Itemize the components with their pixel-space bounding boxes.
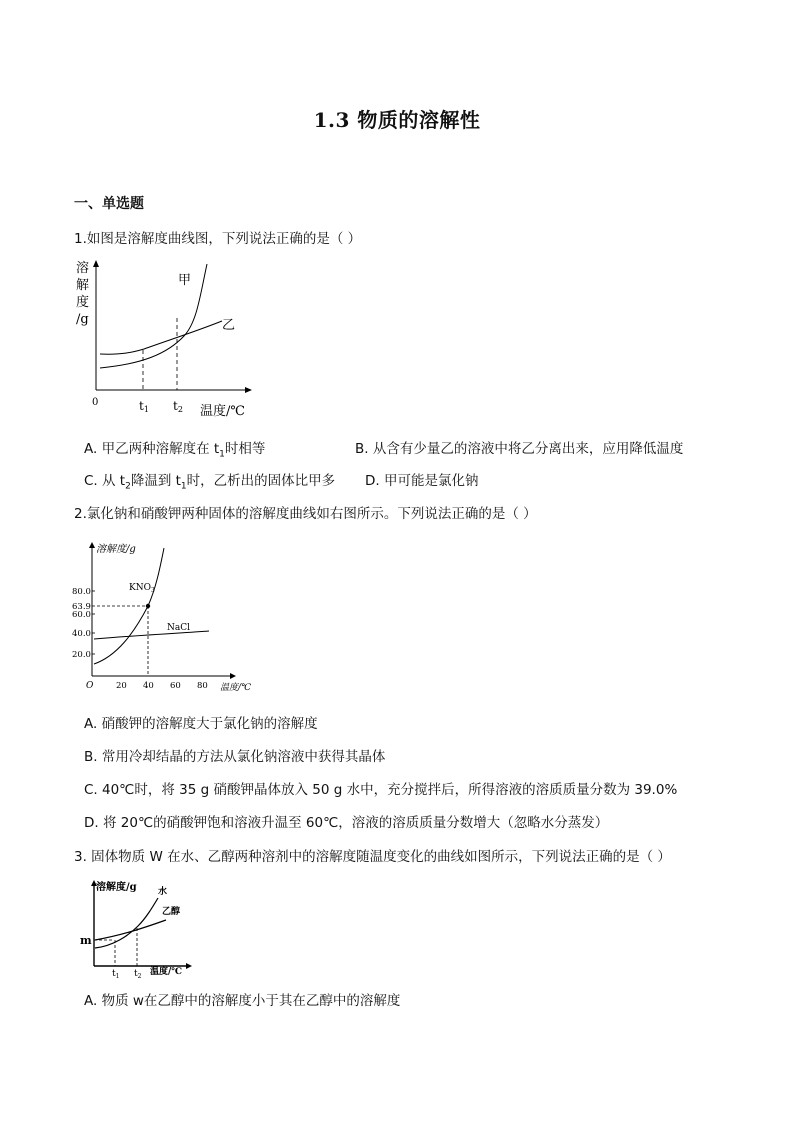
figure-1-solubility-curve (72, 256, 272, 421)
fig1-origin: 0 (92, 397, 99, 408)
fig2-xtick-60: 60 (170, 681, 181, 691)
fig3-xlabel: 温度/℃ (150, 967, 183, 977)
fig3-x-arrow (186, 963, 192, 969)
fig2-origin: O (86, 681, 94, 691)
fig1-x-arrow (245, 387, 252, 393)
fig1-xlabel: 温度/℃ (200, 404, 245, 419)
fig2-ytick-20: 20.0 (72, 650, 91, 660)
q2-option-d[interactable]: D. 将 20℃的硝酸钾饱和溶液升温至 60℃，溶液的溶质质量分数增大（忽略水分蒸发） (84, 815, 609, 831)
fig3-water-label: 水 (158, 887, 168, 897)
fig1-t1-label: t1 (139, 399, 149, 414)
question-3-stem: 3. 固体物质 W 在水、乙醇两种溶剂中的溶解度随温度变化的曲线如图所示，下列说法正确的是（ ） (74, 849, 671, 865)
section-heading: 一、单选题 (74, 196, 144, 212)
fig1-ylabel-4: /g (76, 312, 89, 327)
q2-option-b[interactable]: B. 常用冷却结晶的方法从氯化钠溶液中获得其晶体 (84, 749, 386, 765)
fig2-xtick-20: 20 (116, 681, 127, 691)
fig1-ylabel-2: 解 (76, 278, 90, 293)
fig2-xlabel: 温度/℃ (220, 683, 252, 693)
fig3-m-label: m (80, 934, 92, 947)
fig2-x-arrow (230, 673, 236, 679)
fig2-ytick-80: 80.0 (72, 587, 91, 597)
page-title: 1.3 物质的溶解性 (313, 108, 481, 132)
figure-2-solubility-curve (72, 538, 272, 698)
fig2-intersection-point (146, 604, 150, 608)
fig2-nacl-label: NaCl (167, 623, 191, 633)
q1-option-c[interactable]: C. 从 $t_2$降温到 $t_1$时，乙析出的固体比甲多 (84, 473, 336, 492)
fig2-kno3-label: $KNO_3$ (129, 583, 155, 594)
question-2-stem: 2.氯化钠和硝酸钾两种固体的溶解度曲线如右图所示。下列说法正确的是（ ） (74, 506, 537, 522)
fig2-curve-nacl (94, 631, 209, 639)
fig2-ytick-63.9: 63.9 (72, 602, 91, 612)
q2-option-c[interactable]: C. 40℃时，将 35 g 硝酸钾晶体放入 50 g 水中，充分搅拌后，所得溶液的溶质质量分数为 39.0% (84, 782, 678, 798)
fig1-curve-yi (100, 321, 222, 354)
q3-option-a[interactable]: A. 物质 w在乙醇中的溶解度小于其在乙醇中的溶解度 (84, 993, 401, 1009)
fig3-t2-label: $t_2$ (134, 969, 142, 978)
fig2-ylabel: 溶解度/g (96, 544, 136, 555)
fig2-ytick-60: 60.0 (72, 610, 91, 620)
fig2-y-arrow (89, 542, 95, 548)
fig3-curve-water (95, 898, 158, 948)
q1-option-b[interactable]: B. 从含有少量乙的溶液中将乙分离出来，应用降低温度 (355, 441, 684, 457)
fig1-y-arrow (93, 260, 99, 267)
fig2-xtick-40: 40 (143, 681, 154, 691)
q2-option-a[interactable]: A. 硝酸钾的溶解度大于氯化钠的溶解度 (84, 716, 318, 732)
q1-option-a[interactable]: A. 甲乙两种溶解度在 $t_1$时相等 (84, 441, 266, 460)
fig1-curve-jia-label: 甲 (178, 273, 192, 288)
fig1-ylabel-3: 度 (76, 295, 90, 310)
fig2-ytick-40: 40.0 (72, 629, 91, 639)
fig1-ylabel-1: 溶 (76, 261, 90, 276)
question-1-stem: 1.如图是溶解度曲线图，下列说法正确的是（ ） (74, 231, 362, 247)
q1-option-d[interactable]: D. 甲可能是氯化钠 (365, 473, 479, 489)
fig3-t1-label: $t_1$ (112, 969, 120, 978)
figure-3-solubility-curve (78, 878, 198, 978)
fig3-ylabel: 溶解度/g (96, 882, 137, 893)
fig1-curve-yi-label: 乙 (222, 318, 236, 333)
fig3-ethanol-label: 乙醇 (162, 907, 181, 917)
fig1-t2-label: t2 (173, 399, 183, 414)
fig2-xtick-80: 80 (197, 681, 208, 691)
fig3-curve-ethanol (95, 920, 166, 940)
